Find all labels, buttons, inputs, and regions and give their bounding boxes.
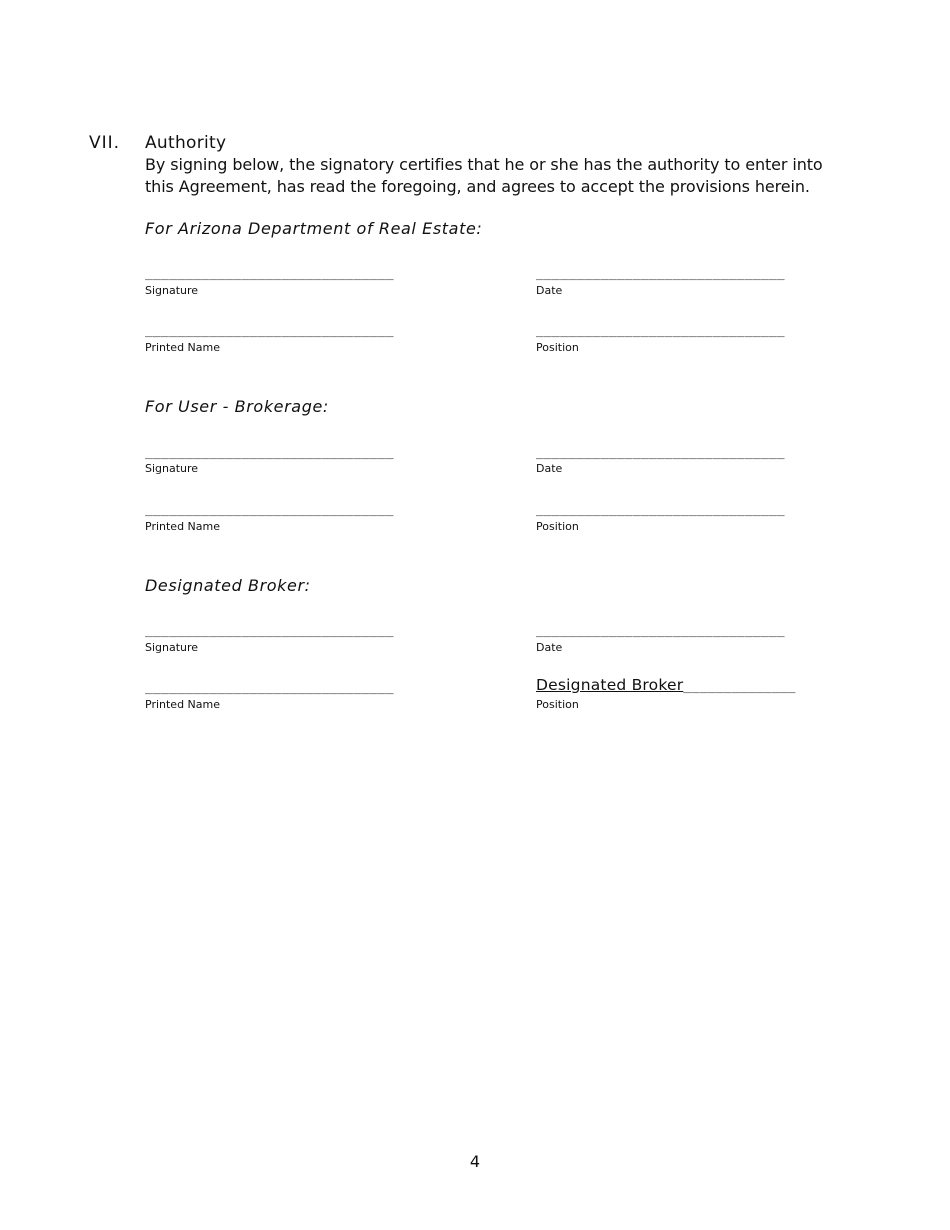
brokerage-position-caption: Position (536, 520, 579, 533)
brokerage-position-line[interactable]: _______________________________ (536, 502, 785, 517)
adre-printed-name-line[interactable]: _______________________________ (145, 323, 394, 338)
broker-printed-name-line[interactable]: _______________________________ (145, 680, 394, 695)
brokerage-date-caption: Date (536, 462, 563, 475)
page-number: 4 (469, 1152, 481, 1171)
adre-label: For Arizona Department of Real Estate: (145, 219, 483, 238)
section-number: VII. (89, 133, 121, 153)
brokerage-printed-name-line[interactable]: _______________________________ (145, 502, 394, 517)
brokerage-signature-line[interactable]: _______________________________ (145, 445, 394, 460)
broker-signature-line[interactable]: _______________________________ (145, 623, 394, 638)
adre-position-caption: Position (536, 341, 579, 354)
broker-signature-caption: Signature (145, 641, 199, 654)
broker-position-caption: Position (536, 698, 579, 711)
adre-printed-name-caption: Printed Name (145, 341, 221, 354)
brokerage-signature-caption: Signature (145, 462, 199, 475)
section-title: Authority (145, 133, 227, 153)
adre-signature-caption: Signature (145, 284, 199, 297)
broker-date-line[interactable]: _______________________________ (536, 623, 785, 638)
broker-position-field[interactable] (536, 676, 796, 694)
adre-date-caption: Date (536, 284, 563, 297)
adre-signature-line[interactable]: _______________________________ (145, 266, 394, 281)
adre-position-line[interactable]: _______________________________ (536, 323, 785, 338)
brokerage-date-line[interactable]: _______________________________ (536, 445, 785, 460)
broker-printed-name-caption: Printed Name (145, 698, 221, 711)
broker-position-trailing-line: ______________ (683, 679, 796, 694)
brokerage-printed-name-caption: Printed Name (145, 520, 221, 533)
section-body: By signing below, the signatory certifies that he or she has the authority to enter into this Agreement, has read the foregoing, and agrees to accept the provisions herein. (145, 155, 823, 196)
broker-date-caption: Date (536, 641, 563, 654)
broker-position-value: Designated Broker (536, 676, 684, 694)
broker-label: Designated Broker: (145, 576, 311, 595)
adre-date-line[interactable]: _______________________________ (536, 266, 785, 281)
brokerage-label: For User - Brokerage: (145, 397, 329, 416)
